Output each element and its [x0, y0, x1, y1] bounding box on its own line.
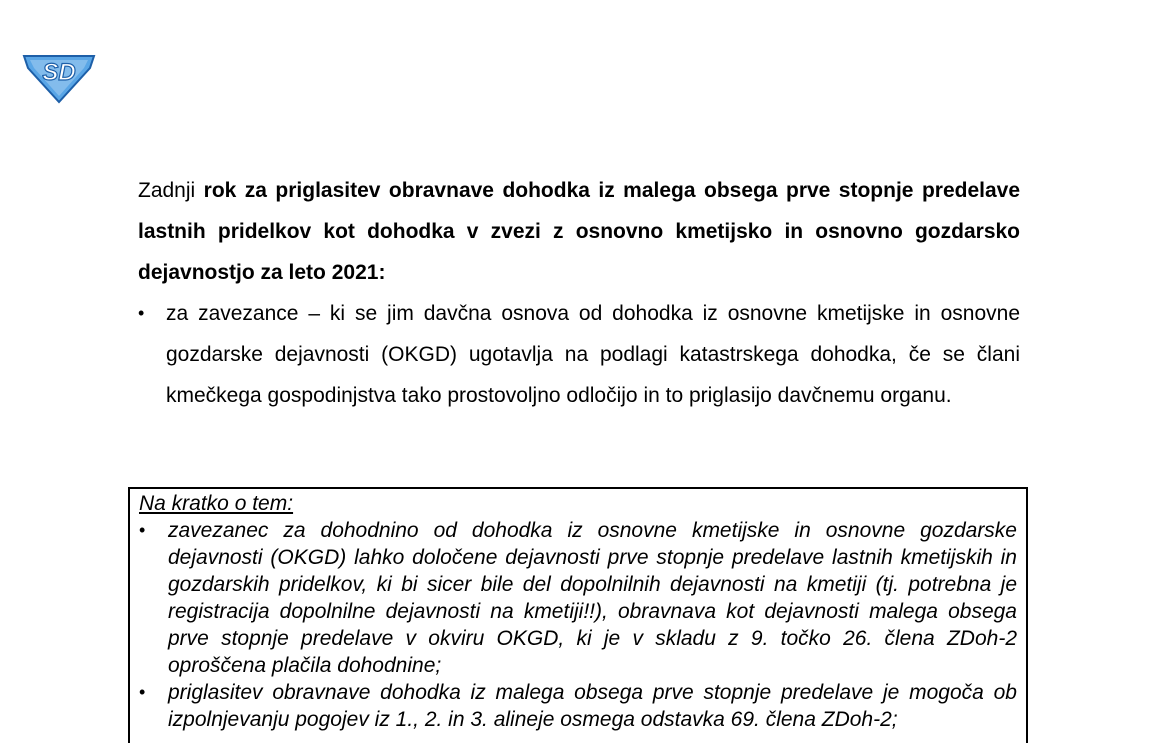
intro-bullet-item	[138, 293, 1020, 416]
summary-box-item	[139, 679, 1017, 733]
summary-box-title: Na kratko o tem:	[139, 492, 294, 515]
summary-box-item-text: zavezanec za dohodnino od dohodka iz osnovne kmetijske in osnovne gozdarske dejavnosti (OKGD) lahko določene dejavnosti prve stopnje predelave lastnih kmetijskih in gozdarskih pridelkov, ki bi sicer bile del dopolnilnih dejavnosti na kmetiji (tj. potrebna je registracija dopolnilne dejavnosti na kmetiji!!), obravnava kot dejavnosti malega obsega prve stopnje predelave v okviru OKGD, ki je v skladu z 9. točko 26. člena ZDoh-2 oproščena plačila dohodnine;	[168, 519, 1017, 677]
summary-box-list	[139, 517, 1017, 733]
bullet-icon: •	[139, 682, 146, 702]
intro-lead: Zadnji	[138, 179, 204, 202]
intro-paragraph	[138, 170, 1020, 293]
shield-logo-icon	[22, 50, 96, 104]
intro-deadline-bold: rok za priglasitev obravnave dohodka iz malega obsega prve stopnje predelave lastnih pridelkov kot dohodka v zvezi z osnovno kmetijsko in osnovno gozdarsko dejavnostjo za leto 2021	[138, 179, 1020, 284]
intro-section	[138, 170, 1020, 416]
intro-bullet-text: za zavezance – ki se jim davčna osnova od dohodka iz osnovne kmetijske in osnovne gozdarske dejavnosti (OKGD) ugotavlja na podlagi katastrskega dohodka, če se člani kmečkega gospodinjstva tako prostovoljno odločijo in to priglasijo davčnemu organu.	[166, 302, 1020, 407]
bullet-icon: •	[138, 303, 145, 323]
logo-text: SD	[42, 59, 76, 86]
summary-box-item-text: priglasitev obravnave dohodka iz malega obsega prve stopnje predelave je mogoča ob izpolnjevanju pogojev iz 1., 2. in 3. alineje osmega odstavka 69. člena ZDoh-2;	[168, 681, 1017, 731]
intro-colon: :	[378, 261, 386, 284]
summary-box-item	[139, 517, 1017, 679]
intro-bullet-list	[138, 293, 1020, 416]
summary-box	[128, 487, 1028, 743]
bullet-icon: •	[139, 520, 146, 540]
